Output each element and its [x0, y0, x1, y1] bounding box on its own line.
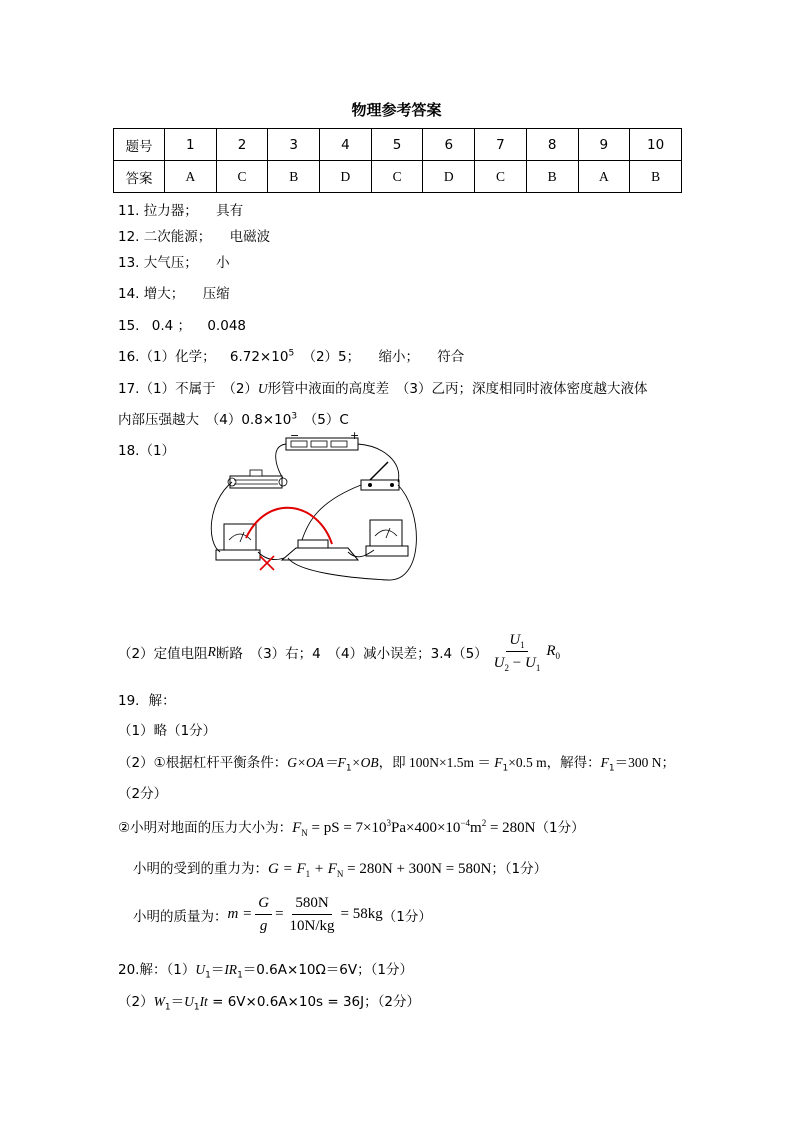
- answer-part: 压缩: [202, 286, 230, 302]
- circuit-diagram: [198, 432, 428, 582]
- answer-part: 小: [216, 255, 230, 271]
- answer-16: [118, 345, 464, 365]
- table-cell: B: [268, 161, 320, 193]
- table-cell: C: [475, 161, 527, 193]
- answer-19-part2: （2）①根据杠杆平衡条件：$G\times OA=F_1\times OB$，即 $100N\times 1.5m = F_1\times 0.5$ m，解得：$F_1=300$ N；: [118, 755, 675, 774]
- page-title: 物理参考答案: [351, 101, 442, 119]
- answer-part: 具有: [216, 203, 244, 219]
- minus-label: −: [290, 432, 300, 442]
- table-cell: B: [630, 161, 682, 193]
- table-cell: 7: [475, 129, 527, 161]
- answer-17-line2: 内部压强越大 $(4)0.8\times 10^3$ （5）C: [118, 411, 349, 428]
- answer-19-part4: 小明的受到的重力为：$G = F_1 + F_N = 280N + 300N = 580N$；（1分）: [133, 861, 548, 879]
- table-header-cell: 答案: [114, 161, 165, 193]
- question-number: 18.（1）: [118, 443, 176, 459]
- answer-20-part2: $(2)W_1=U_1It = 6V\times 0.6A\times 10s = 36J$；（2分）: [118, 994, 420, 1013]
- fraction: $\frac{580N}{10N/kg}$: [289, 895, 335, 934]
- question-number: 14.: [118, 286, 140, 302]
- rheostat-icon: [228, 470, 287, 488]
- table-cell: 8: [526, 129, 578, 161]
- table-cell: 4: [320, 129, 372, 161]
- answer-part: 0.048: [207, 318, 246, 334]
- answer-12: [118, 225, 270, 245]
- ammeter-icon: [366, 520, 408, 556]
- answer-14: [118, 282, 230, 302]
- table-cell: D: [423, 161, 475, 193]
- table-cell: C: [216, 161, 268, 193]
- question-number: 19．解：: [118, 693, 176, 709]
- answer-18-line2: （2）定值电阻 R 断路 （3）右；4 （4）减小误差；3.4（5） $\frac{U_1}{U_2 - U_1}$ $R_0$: [118, 632, 560, 673]
- answer-13: [118, 251, 230, 271]
- table-cell: 5: [371, 129, 423, 161]
- answer-part: 缩小；: [378, 349, 419, 365]
- question-number: 11.: [118, 203, 140, 219]
- table-cell: B: [526, 161, 578, 193]
- answer-11: [118, 199, 243, 219]
- fraction: $\frac{G}{g}$: [255, 894, 272, 935]
- table-cell: 2: [216, 129, 268, 161]
- answer-part: （1）化学；: [139, 349, 216, 365]
- table-cell: D: [320, 161, 372, 193]
- question-number: 20.解：: [118, 962, 167, 978]
- voltmeter-icon: [216, 524, 260, 560]
- switch-icon: [361, 462, 399, 490]
- fraction: $\frac{U_1}{U_2 - U_1}$: [493, 632, 541, 673]
- table-cell: A: [578, 161, 630, 193]
- answer-part: 拉力器；: [143, 203, 198, 219]
- answer-19-part5: 小明的质量为： m = $\frac{G}{g}$ = $\frac{580N}{10N/kg}$ = 58kg （1分）: [133, 895, 432, 934]
- table-cell: 10: [630, 129, 682, 161]
- table-cell: 3: [268, 129, 320, 161]
- answer-part: 大气压；: [143, 255, 198, 271]
- answer-table: [113, 128, 682, 193]
- answer-value: $6.72\times 10^5$: [229, 348, 295, 365]
- corrected-wire: [246, 508, 332, 544]
- table-cell: 1: [165, 129, 217, 161]
- table-row-answers: [114, 161, 682, 193]
- score: （2分）: [118, 786, 168, 802]
- plus-label: +: [350, 432, 360, 442]
- resistor-icon: [282, 540, 358, 560]
- answer-part: （2）5；: [302, 349, 361, 365]
- table-header-cell: 题号: [114, 129, 165, 161]
- table-cell: C: [371, 161, 423, 193]
- answer-15: [118, 314, 246, 334]
- table-cell: 9: [578, 129, 630, 161]
- table-row-numbers: [114, 129, 682, 161]
- answer-part: 增大；: [143, 286, 185, 302]
- answer-part: 电磁波: [229, 229, 271, 245]
- answer-17-line1: 17.（1）不属于 （2）U形管中液面的高度差 （3）乙丙；深度相同时液体密度越大液体: [118, 381, 648, 397]
- question-number: 17.: [118, 381, 140, 397]
- answer-part: 0.4 ；: [151, 318, 192, 334]
- question-number: 13.: [118, 255, 140, 271]
- answer-19-part3: ②小明对地面的压力大小为：$F_N$ = pS = $7\times 10^3Pa\times 400\times 10^{-4}m^2 = 280N(1$分）: [118, 818, 585, 838]
- answer-19-part1: （1）略（1分）: [118, 723, 217, 739]
- question-number: 16.: [118, 349, 140, 365]
- question-number: 12.: [118, 229, 140, 245]
- answer-20-part1: 20.解：$(1)U_1=IR_1=0.6A\times 10\Omega=6V$；（1分）: [118, 962, 413, 981]
- table-cell: A: [165, 161, 217, 193]
- answer-part: 符合: [437, 349, 465, 365]
- question-number: 15.: [118, 318, 140, 334]
- table-cell: 6: [423, 129, 475, 161]
- answer-part: 二次能源；: [143, 229, 212, 245]
